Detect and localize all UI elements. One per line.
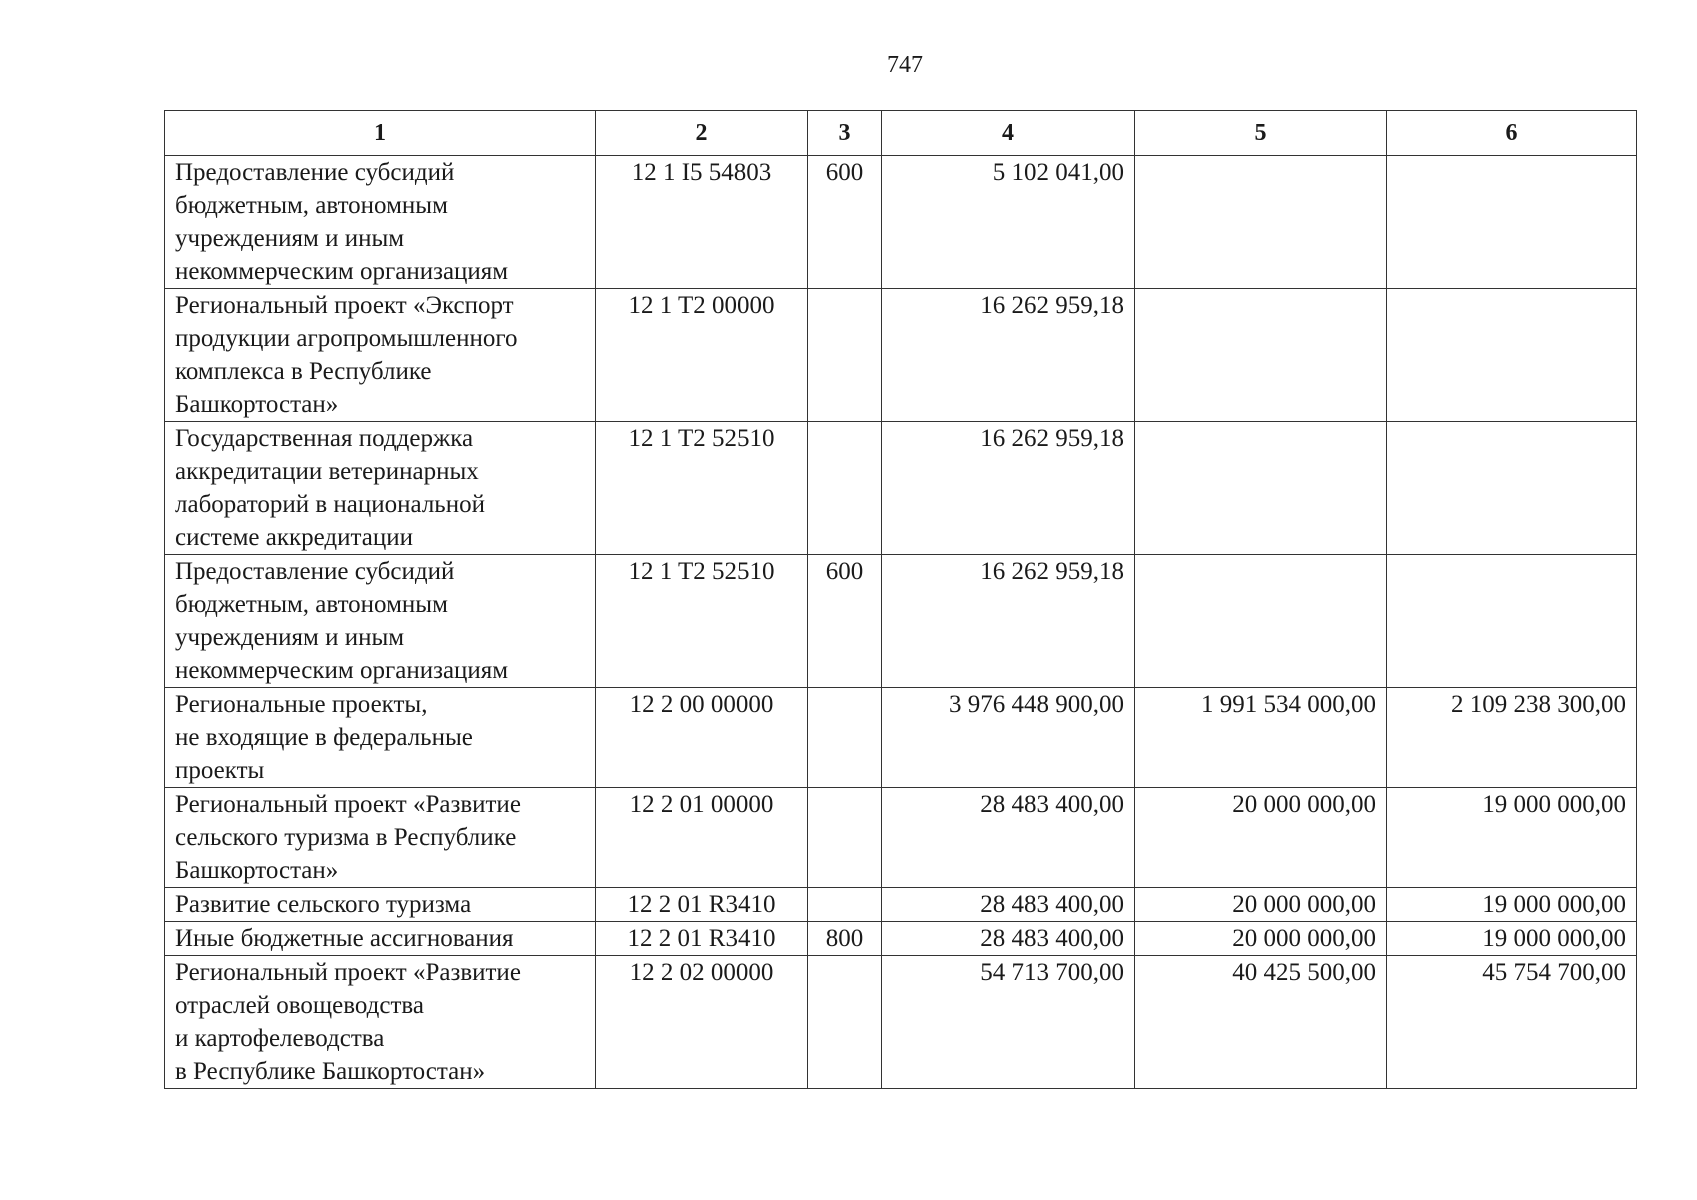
row-name [165,555,596,688]
row-name-line: Региональный проект «Развитие [175,791,521,818]
row-type [808,688,882,788]
column-header-2: 2 [596,111,808,156]
row-amount-6 [1387,156,1637,289]
row-name-line: Башкортостан» [175,391,339,418]
row-type [808,788,882,888]
table-row [165,922,1637,956]
row-code: 12 1 T2 52510 [596,422,808,555]
row-code: 12 2 00 00000 [596,688,808,788]
row-name-line: лабораторий в национальной [175,491,485,518]
table-row [165,788,1637,888]
row-name-line: бюджетным, автономным [175,591,448,618]
header-row [165,111,1637,156]
row-name-line: Предоставление субсидий [175,558,455,585]
row-name [165,922,596,956]
row-amount-4: 16 262 959,18 [882,422,1135,555]
row-name-line: некоммерческим организациям [175,657,509,684]
row-amount-6: 2 109 238 300,00 [1387,688,1637,788]
row-name-line: Иные бюджетные ассигнования [175,925,514,952]
row-name-line: бюджетным, автономным [175,192,448,219]
row-code: 12 2 01 00000 [596,788,808,888]
row-code: 12 2 01 R3410 [596,888,808,922]
row-type [808,956,882,1089]
row-amount-4: 3 976 448 900,00 [882,688,1135,788]
row-amount-4: 16 262 959,18 [882,289,1135,422]
row-name-line: Государственная поддержка [175,425,474,452]
row-name-line: сельского туризма в Республике [175,824,517,851]
row-name-line: Башкортостан» [175,857,339,884]
row-type: 600 [808,156,882,289]
row-type [808,422,882,555]
column-header-1: 1 [165,111,596,156]
table-row [165,422,1637,555]
row-name-line: Развитие сельского туризма [175,891,472,918]
row-type [808,289,882,422]
row-amount-5 [1135,422,1387,555]
row-name [165,156,596,289]
column-header-6: 6 [1387,111,1637,156]
row-name-line: учреждениям и иным [175,624,405,651]
row-amount-5 [1135,555,1387,688]
row-code: 12 1 T2 52510 [596,555,808,688]
row-amount-6: 19 000 000,00 [1387,922,1637,956]
row-name-line: некоммерческим организациям [175,258,509,285]
row-amount-5: 20 000 000,00 [1135,922,1387,956]
row-name [165,888,596,922]
row-name [165,788,596,888]
row-name-line: отраслей овощеводства [175,992,424,1019]
row-amount-6: 19 000 000,00 [1387,888,1637,922]
table-row [165,555,1637,688]
row-code: 12 2 01 R3410 [596,922,808,956]
row-amount-4: 28 483 400,00 [882,788,1135,888]
column-header-5: 5 [1135,111,1387,156]
row-name [165,289,596,422]
row-amount-6 [1387,422,1637,555]
row-type: 600 [808,555,882,688]
row-amount-5 [1135,156,1387,289]
row-name-line: системе аккредитации [175,524,413,551]
table-row [165,888,1637,922]
row-name-line: не входящие в федеральные [175,724,473,751]
row-name-line: аккредитации ветеринарных [175,458,479,485]
table-row [165,289,1637,422]
row-name [165,956,596,1089]
row-code: 12 1 T2 00000 [596,289,808,422]
row-name [165,422,596,555]
row-amount-4: 28 483 400,00 [882,922,1135,956]
table-row [165,688,1637,788]
row-amount-4: 54 713 700,00 [882,956,1135,1089]
row-name [165,688,596,788]
row-name-line: продукции агропромышленного [175,325,518,352]
row-code: 12 2 02 00000 [596,956,808,1089]
row-type: 800 [808,922,882,956]
row-amount-4: 16 262 959,18 [882,555,1135,688]
row-name-line: Региональный проект «Экспорт [175,292,514,319]
row-amount-6: 19 000 000,00 [1387,788,1637,888]
row-name-line: комплекса в Республике [175,358,432,385]
row-name-line: проекты [175,757,265,784]
budget-table [164,110,1637,1089]
column-header-4: 4 [882,111,1135,156]
row-amount-5 [1135,289,1387,422]
row-amount-5: 40 425 500,00 [1135,956,1387,1089]
row-name-line: в Республике Башкортостан» [175,1058,486,1085]
row-amount-5: 20 000 000,00 [1135,788,1387,888]
row-amount-5: 1 991 534 000,00 [1135,688,1387,788]
row-amount-6 [1387,555,1637,688]
row-name-line: и картофелеводства [175,1025,385,1052]
row-type [808,888,882,922]
row-amount-5: 20 000 000,00 [1135,888,1387,922]
row-amount-6: 45 754 700,00 [1387,956,1637,1089]
page-number: 747 [887,52,923,78]
row-code: 12 1 I5 54803 [596,156,808,289]
table-row [165,156,1637,289]
row-amount-4: 5 102 041,00 [882,156,1135,289]
row-name-line: учреждениям и иным [175,225,405,252]
row-name-line: Региональные проекты, [175,691,428,718]
column-header-3: 3 [808,111,882,156]
row-amount-6 [1387,289,1637,422]
row-name-line: Региональный проект «Развитие [175,959,521,986]
table-row [165,956,1637,1089]
row-name-line: Предоставление субсидий [175,159,455,186]
row-amount-4: 28 483 400,00 [882,888,1135,922]
